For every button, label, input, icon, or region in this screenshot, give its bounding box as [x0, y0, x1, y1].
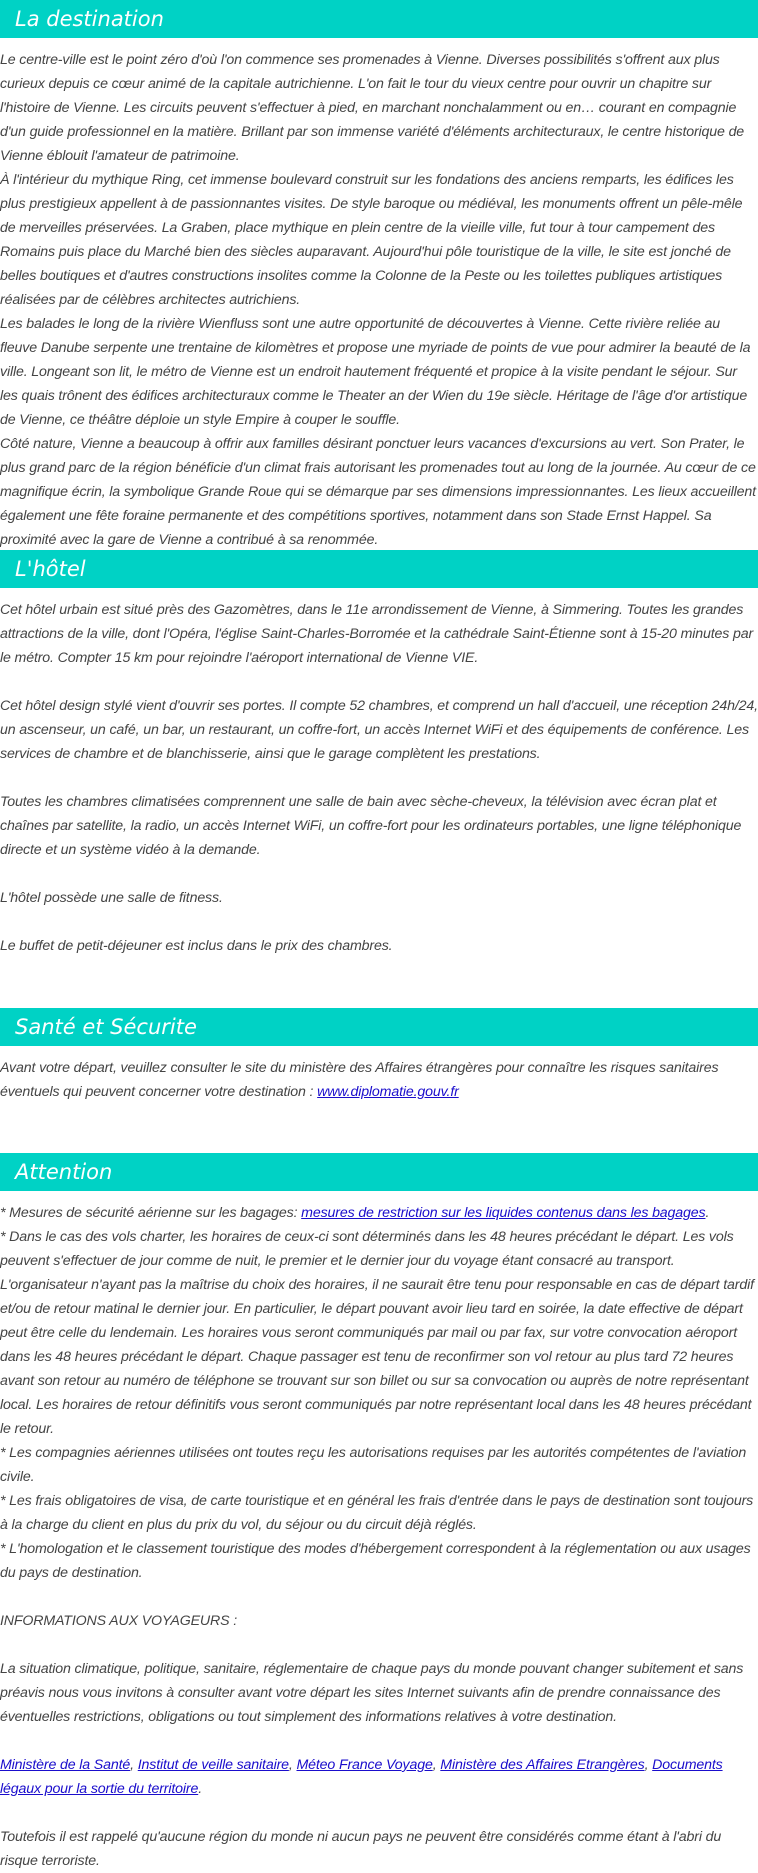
- link-meteo-france[interactable]: Méteo France Voyage: [296, 1757, 433, 1773]
- link-separator: ,: [432, 1757, 441, 1773]
- attention-bullet-3: * Les compagnies aériennes utilisées ont toutes reçu les autorisations requises par les autorités compétentes de l'aviation civile.: [0, 1445, 747, 1485]
- link-separator: ,: [644, 1757, 653, 1773]
- section-title-attention: Attention: [0, 1153, 758, 1191]
- section-attention: [0, 1153, 758, 1873]
- sante-paragraph: Avant votre départ, veuillez consulter le site du ministère des Affaires étrangères pour connaître les risques sanitaires éventuels qui peuvent concerner votre destination :: [0, 1060, 719, 1100]
- info-heading: INFORMATIONS AUX VOYAGEURS :: [0, 1613, 238, 1629]
- attention-bullet-4: * Les frais obligatoires de visa, de carte touristique et en général les frais d'entrée dans le pays de destination sont toujours à la charge du client en plus du prix du vol, du séjour ou du circuit déjà réglés.: [0, 1493, 754, 1533]
- link-separator: ,: [130, 1757, 138, 1773]
- destination-text: [0, 48, 758, 552]
- section-destination: [0, 0, 758, 552]
- destination-paragraph-4: Côté nature, Vienne a beaucoup à offrir aux familles désirant ponctuer leurs vacances d'excursions au vert. Son Prater, le plus grand parc de la région bénéficie d'un climat frais autorisant les promenades tout au long de la journée. Au cœur de ce magnifique écrin, la symbolique Grande Roue qui se démarque par ses dimensions impressionnantes. Les lieux accueillent également une fête foraine permanente et des compétitions sportives, notamment dans son Stade Ernst Happel. Sa proximité avec la gare de Vienne a contribué à sa renommée.: [0, 436, 756, 548]
- hotel-paragraph-5: Le buffet de petit-déjeuner est inclus dans le prix des chambres.: [0, 938, 393, 954]
- destination-paragraph-2: À l'intérieur du mythique Ring, cet immense boulevard construit sur les fondations des anciens remparts, les édifices les plus prestigieux appellent à de passionnantes visites. De style baroque ou médiéval, les monuments offrent un pêle-mêle de merveilles préservées. La Graben, place mythique en plein centre de la vieille ville, fut tour à tour campement des Romains puis place du Marché bien des siècles auparavant. Aujourd'hui pôle touristique de la ville, le site est jonché de belles boutiques et d'autres constructions insolites comme la Colonne de la Peste ou les toilettes publiques artistiques réalisées par de célèbres architectes autrichiens.: [0, 172, 743, 308]
- hotel-paragraph-1: Cet hôtel urbain est situé près des Gazomètres, dans le 11e arrondissement de Vienne, à Simmering. Toutes les grandes attractions de la ville, dont l'Opéra, l'église Saint-Charles-Borromée et la cathédrale Saint-Étienne sont à 15-20 minutes par le métro. Compter 15 km pour rejoindre l'aéroport international de Vienne VIE.: [0, 602, 754, 666]
- info-paragraph: La situation climatique, politique, sanitaire, réglementaire de chaque pays du monde pouvant changer subitement et sans préavis nous vous invitons à consulter avant votre départ les sites Internet suivants afin de prendre connaissance des éventuelles restrictions, obligations ou tout simplement des informations relatives à votre destination.: [0, 1661, 744, 1725]
- section-title-destination: La destination: [0, 0, 758, 38]
- bullet-1-prefix: * Mesures de sécurité aérienne sur les bagages:: [0, 1205, 302, 1221]
- attention-bullet-5: * L'homologation et le classement touristique des modes d'hébergement correspondent à la réglementation ou aux usages du pays de destination.: [0, 1541, 751, 1581]
- final-paragraph: Toutefois il est rappelé qu'aucune région du monde ni aucun pays ne peuvent être considérés comme étant à l'abri du risque terroriste.: [0, 1829, 722, 1869]
- section-title-hotel: L'hôtel: [0, 550, 758, 588]
- sante-text: [0, 1056, 758, 1104]
- links-end: .: [198, 1781, 203, 1797]
- link-ministere-sante[interactable]: Ministère de la Santé: [0, 1757, 131, 1773]
- link-separator: ,: [288, 1757, 297, 1773]
- bullet-1-suffix: .: [705, 1205, 710, 1221]
- link-affaires-etrangeres[interactable]: Ministère des Affaires Etrangères: [440, 1757, 645, 1773]
- link-documents-legaux[interactable]: Documents légaux pour la sortie du territoire: [0, 1757, 723, 1797]
- attention-bullet-1: [0, 1201, 758, 1225]
- section-sante: [0, 1008, 758, 1104]
- section-title-sante: Santé et Sécurite: [0, 1008, 758, 1046]
- destination-paragraph-3: Les balades le long de la rivière Wienfluss sont une autre opportunité de découvertes à Vienne. Cette rivière reliée au fleuve Danube serpente une trentaine de kilomètres et propose une myriade de points de vue pour admirer la beauté de la ville. Longeant son lit, le métro de Vienne est un endroit hautement fréquenté et propice à la visite pendant le séjour. Sur les quais trônent des édifices architecturaux comme le Theater an der Wien du 19e siècle. Héritage de l'âge d'or artistique de Vienne, ce théâtre déploie un style Empire à couper le souffle.: [0, 316, 751, 428]
- diplomatie-link[interactable]: www.diplomatie.gouv.fr: [317, 1084, 459, 1100]
- destination-paragraph-1: Le centre-ville est le point zéro d'où l'on commence ses promenades à Vienne. Diverses possibilités s'offrent aux plus curieux depuis ce cœur animé de la capitale autrichienne. L'on fait le tour du vieux centre pour ouvrir un chapitre sur l'histoire de Vienne. Les circuits peuvent s'effectuer à pied, en marchant nonchalamment ou en… courant en compagnie d'un guide professionnel en la matière. Brillant par son immense variété d'éléments architecturaux, le centre historique de Vienne éblouit l'amateur de patrimoine.: [0, 52, 745, 164]
- hotel-text: [0, 598, 758, 958]
- section-hotel: [0, 550, 758, 958]
- attention-bullet-2: * Dans le cas des vols charter, les horaires de ceux-ci sont déterminés dans les 48 heures précédant le départ. Les vols peuvent s'effectuer de jour comme de nuit, le premier et le dernier jour du voyage étant consacré au transport. L'organisateur n'ayant pas la maîtrise du choix des horaires, il ne saurait être tenu pour responsable en cas de départ tardif et/ou de retour matinal le dernier jour. En particulier, le départ pouvant avoir lieu tard en soirée, la date effective de départ peut être celle du lendemain. Les horaires vous seront communiqués par mail ou par fax, sur votre convocation aéroport dans les 48 heures précédant le départ. Chaque passager est tenu de reconfirmer son vol retour au plus tard 72 heures avant son retour au numéro de téléphone se trouvant sur son billet ou sur sa convocation ou auprès de notre représentant local. Les horaires de retour définitifs vous seront communiqués par notre représentant local dans les 48 heures précédant le retour.: [0, 1229, 754, 1437]
- liquid-restriction-link[interactable]: mesures de restriction sur les liquides contenus dans les bagages: [301, 1205, 706, 1221]
- link-institut-veille[interactable]: Institut de veille sanitaire: [137, 1757, 289, 1773]
- info-links: [0, 1753, 758, 1801]
- hotel-paragraph-2: Cet hôtel design stylé vient d'ouvrir ses portes. Il compte 52 chambres, et comprend un hall d'accueil, une réception 24h/24, un ascenseur, un café, un bar, un restaurant, un coffre-fort, un accès Internet WiFi et des équipements de conférence. Les services de chambre et de blanchisserie, ainsi que le garage complètent les prestations.: [0, 698, 758, 762]
- attention-text: [0, 1201, 758, 1873]
- hotel-paragraph-3: Toutes les chambres climatisées comprennent une salle de bain avec sèche-cheveux, la télévision avec écran plat et chaînes par satellite, la radio, un accès Internet WiFi, un coffre-fort pour les ordinateurs portables, une ligne téléphonique directe et un système vidéo à la demande.: [0, 794, 742, 858]
- hotel-paragraph-4: L'hôtel possède une salle de fitness.: [0, 890, 223, 906]
